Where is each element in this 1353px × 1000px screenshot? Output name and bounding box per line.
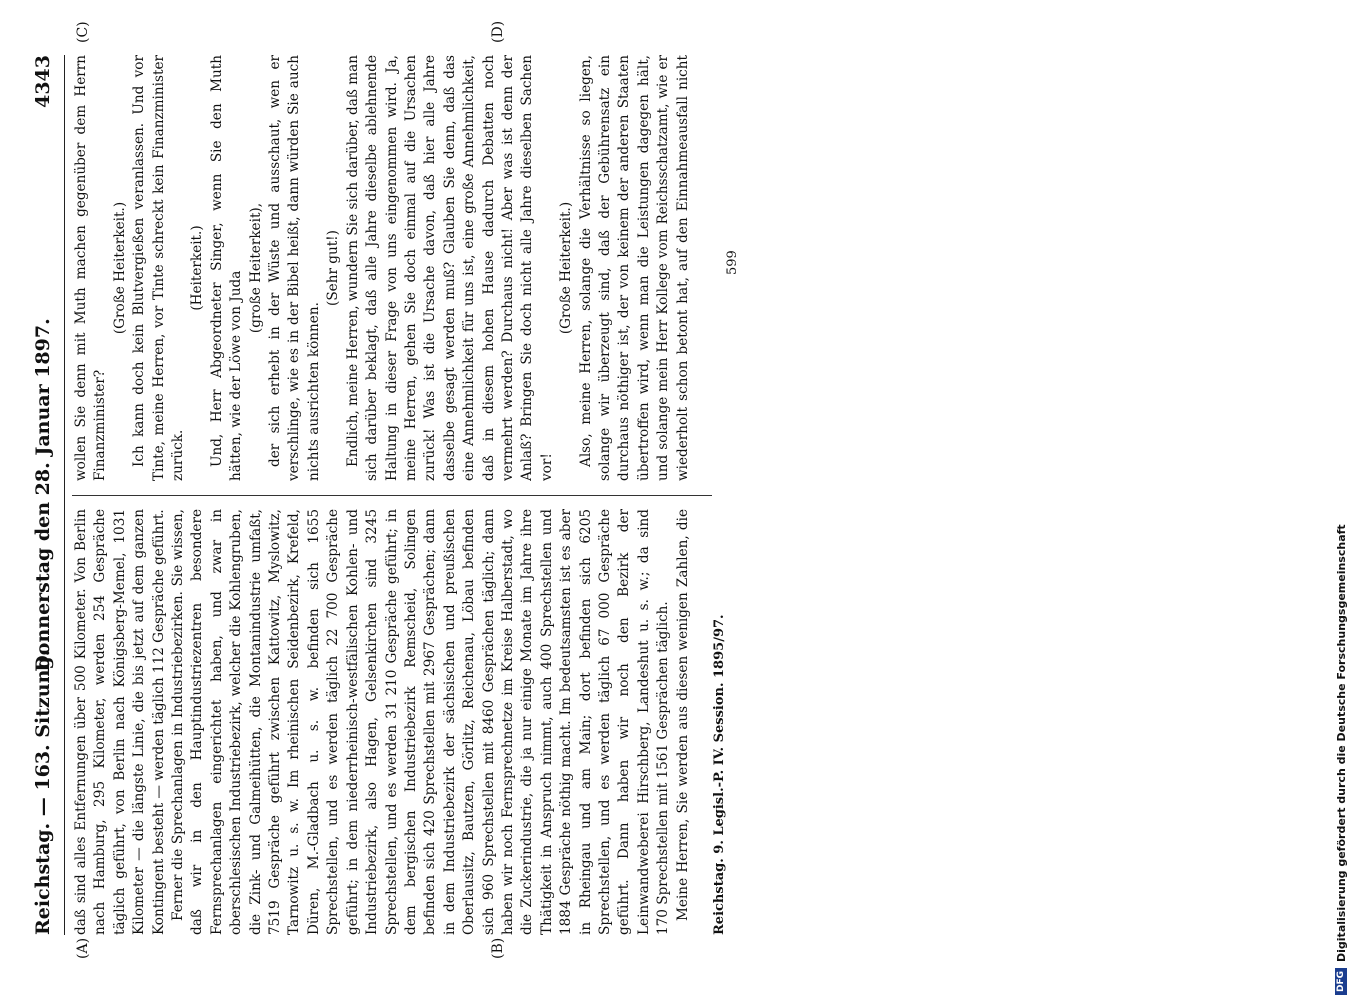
header-page-num: 4343 [32,55,54,108]
left-column [72,509,692,935]
paragraph: daß sind alles Entfernungen über 500 Kilometer. Von Berlin nach Hamburg, 295 Kilometer, werden 254 Gespräche täglich geführt, von Berlin nach Königsberg-Memel, 1031 Kilometer — die längste Linie, die bis jetzt auf dem ganzen Kontingent besteht — werden täglich 112 Gespräche geführt. [73,509,167,935]
dfg-logo: DFG [1335,968,1347,995]
margin-marker-d: (D) [490,20,506,43]
header-date: Donnerstag den 28. Januar 1897. [32,318,54,672]
paragraph: Und, Herr Abgeordneter Singer, wenn Sie den Muth hätten, wie der Löwe von Juda [208,55,245,481]
column-divider [72,495,712,496]
header-rule [64,55,65,935]
footer-session-info: Reichstag. 9. Legisl.-P. IV. Session. 1895/97. [712,614,727,935]
paragraph: der sich erhebt in der Wüste und ausschaut, wen er verschlinge, wie es in der Bibel heißt, dann würden Sie auch nichts ausrichten können. [267,55,322,481]
page-header [28,55,62,935]
footer-page-number: 599 [725,250,740,275]
margin-marker-b: (B) [490,937,506,959]
margin-marker-c: (C) [75,21,91,43]
paragraph: Endlich, meine Herren, wundern Sie sich darüber, daß man sich darüber beklagt, daß alle Jahre dieselbe ablehnende Haltung in dieser Frage von uns eingenommen wird. Ja, meine Herren, gehen Sie doch einmal auf die Ursachen zurück! Was ist die Ursache davon, daß hier alle Jahre dasselbe gesagt werden muß? Glauben Sie denn, daß das eine Annehmlichkeit für uns ist, eine große Annehmlichkeit, daß in diesem hohen Hause dadurch Debatten noch vermehrt werden? Durchaus nicht! Aber was ist denn der Anlaß? Bringen Sie doch nicht alle Jahre dieselben Sachen vor! [344,55,555,481]
header-session: Reichstag. — 163. Sitzung. [32,649,54,935]
paragraph: (Große Heiterkeit.) [558,201,575,335]
scanned-page [20,15,1310,975]
paragraph: (Sehr gut!) [325,230,342,306]
paragraph: (große Heiterkeit), [247,202,264,334]
paragraph: wollen Sie denn mit Muth machen gegenüber dem Herrn Finanzminister? [73,55,109,481]
paragraph: Ich kann doch kein Blutvergießen veranlassen. Und vor Tinte, meine Herren, vor Tinte schreckt kein Finanzminister zurück. [131,55,187,481]
paragraph: Meine Herren, Sie werden aus diesen wenigen Zahlen, die [674,509,691,921]
paragraph: Also, meine Herren, solange die Verhältnisse so liegen, solange wir überzeugt sind, daß der Gebührensatz ein durchaus nöthiger ist, der von keinem der anderen Staaten übertroffen wird, wenn man die Leistungen dagegen hält, und solange mein Herr Kollege vom Reichsschatzamt, wie er wiederholt schon betont hat, auf den Einnahmeausfall nicht [577,55,691,481]
dfg-caption [1330,5,1352,995]
margin-marker-a: (A) [75,937,91,959]
paragraph: Ferner die Sprechanlagen in Industriebezirken. Sie wissen, daß wir in den Hauptindustriezentren besondere Fernsprechanlagen eingerichtet haben, und zwar in oberschlesischen Industriebezirk, welcher die Kohlengruben, die Zink- und Galmeihütten, die Montanindustrie umfaßt, 7519 Gespräche geführt zwischen Kattowitz, Myslowitz, Tarnowitz u. s. w. Im rheinischen Seidenbezirk, Krefeld, Düren, M.-Gladbach u. s. w. befinden sich 1655 Sprechstellen, und es werden täglich 22 700 Gespräche geführt; in dem niederrheinisch-westfälischen Kohlen- und Industriebezirk, also Hagen, Gelsenkirchen sind 3245 Sprechstellen, und es werden 31 210 Gespräche geführt; in dem bergischen Industriebezirk Remscheid, Solingen befinden sich 420 Sprechstellen mit 2967 Gesprächen; dann in dem Industriebezirk der sächsischen und preußischen Oberlausitz, Bautzen, Görlitz, Reichenau, Löbau befinden sich 960 Sprechstellen mit 8460 Gesprächen täglich; dann haben wir noch Fernsprechnetze im Kreise Halberstadt, wo die Zuckerindustrie, die ja nur einige Monate im Jahre ihre Thätigkeit in Anspruch nimmt, auch 400 Sprechstellen und 1884 Gespräche nöthig macht. Im bedeutsamsten ist es aber in Rheingau und am Main; dort befinden sich 6205 Sprechstellen, und es werden täglich 67 000 Gespräche geführt. Dann haben wir noch den Bezirk der Leinwandweberei Hirschberg, Landeshut u. s. w.; da sind 170 Sprechstellen mit 1561 Gesprächen täglich. [170,509,672,935]
right-column [72,55,692,481]
paragraph: (Heiterkeit.) [189,225,206,311]
paragraph: (Große Heiterkeit.) [111,201,128,335]
dfg-caption-text: Digitalisierung gefördert durch die Deutsche Forschungsgemeinschaft [1334,524,1348,962]
